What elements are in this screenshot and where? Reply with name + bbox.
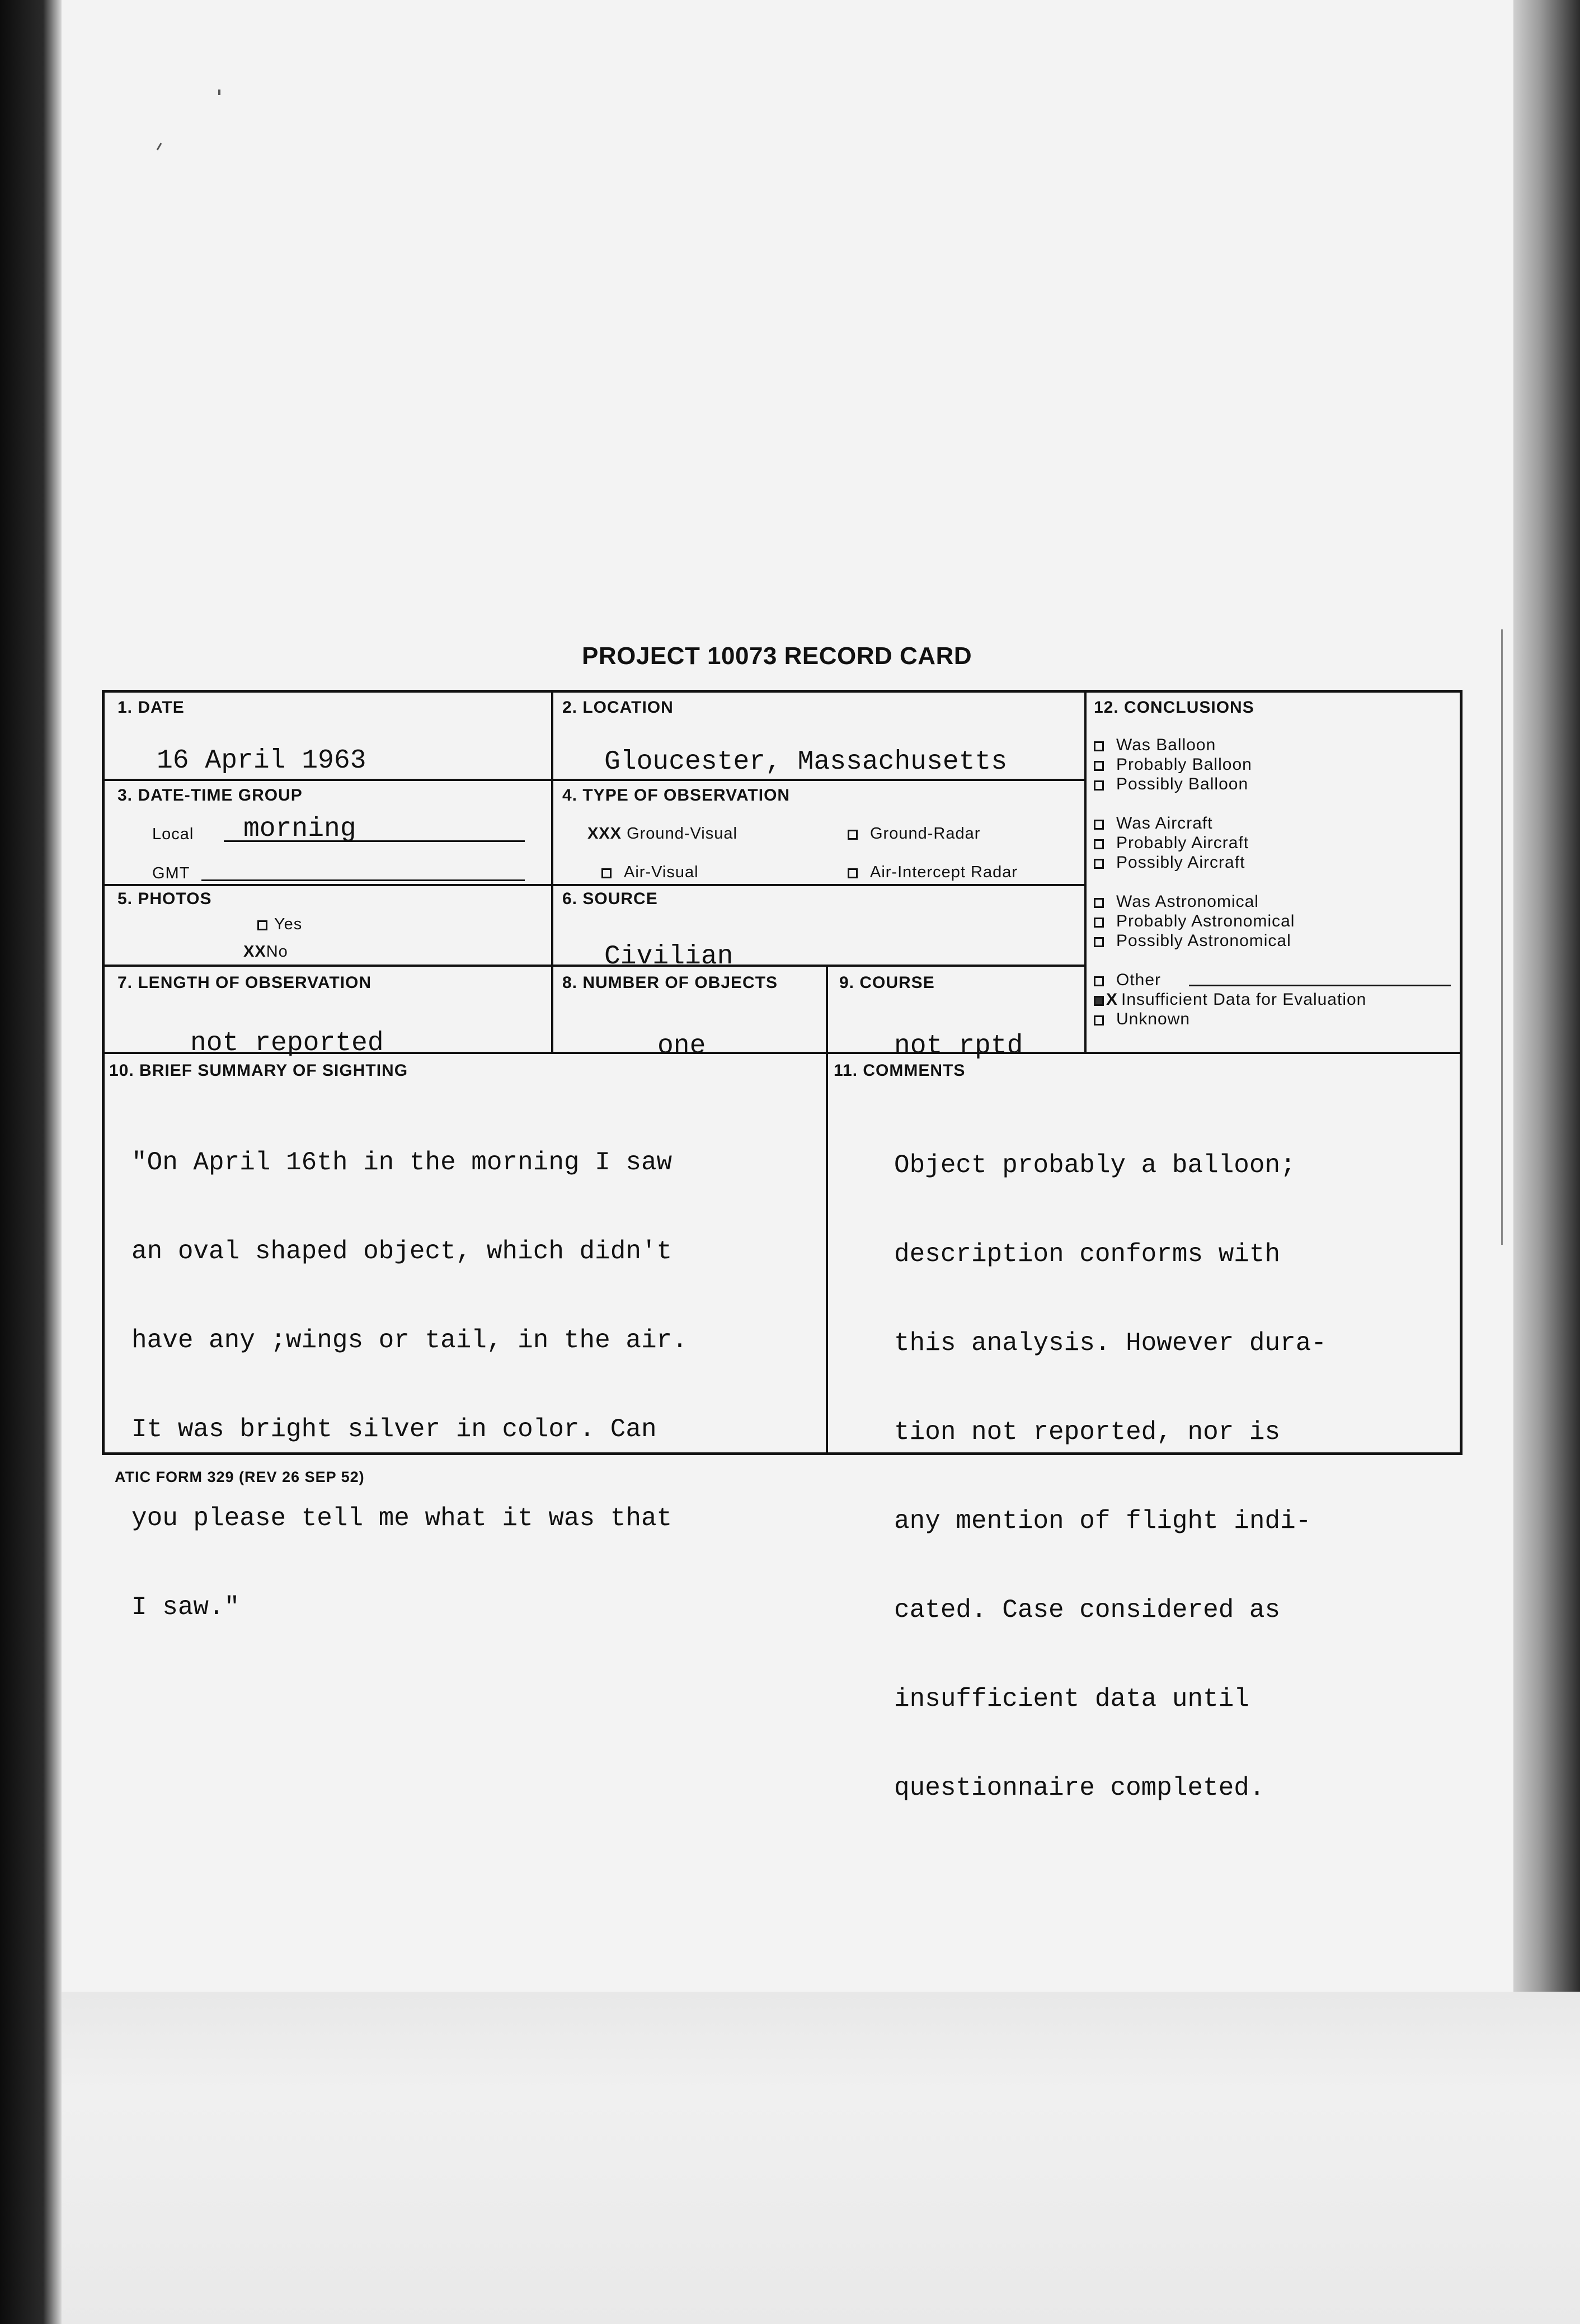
summary-line: I saw." bbox=[131, 1593, 240, 1622]
local-value: morning bbox=[243, 814, 356, 844]
paper-bottom bbox=[62, 1992, 1580, 2324]
divider bbox=[826, 965, 828, 1454]
ground-visual-option bbox=[587, 825, 737, 843]
date-label: 1. DATE bbox=[117, 698, 185, 717]
length-value: not reported bbox=[190, 1028, 384, 1058]
ground-visual-mark: XXX bbox=[587, 825, 622, 843]
length-label: 7. LENGTH OF OBSERVATION bbox=[117, 973, 372, 992]
conclusion-option bbox=[1094, 736, 1216, 755]
ground-radar-option bbox=[848, 825, 980, 843]
conclusion-text: Probably Astronomical bbox=[1116, 912, 1295, 930]
form-footer: ATIC FORM 329 (REV 26 SEP 52) bbox=[115, 1469, 365, 1485]
conclusions-label: 12. CONCLUSIONS bbox=[1094, 698, 1254, 717]
air-visual-option bbox=[601, 863, 699, 882]
card-title: PROJECT 10073 RECORD CARD bbox=[582, 642, 972, 670]
checkbox-icon bbox=[1094, 1015, 1104, 1025]
conclusion-option bbox=[1094, 932, 1291, 951]
air-visual-text: Air-Visual bbox=[624, 863, 699, 881]
conclusion-option bbox=[1094, 1010, 1190, 1029]
conclusion-text: Probably Aircraft bbox=[1116, 834, 1249, 852]
checkbox-icon bbox=[1094, 741, 1104, 751]
source-label: 6. SOURCE bbox=[562, 890, 658, 908]
summary-text bbox=[131, 1089, 688, 1652]
photos-yes-option bbox=[257, 915, 302, 934]
stray-mark bbox=[218, 90, 220, 95]
date-value: 16 April 1963 bbox=[157, 746, 366, 776]
air-intercept-text: Air-Intercept Radar bbox=[870, 863, 1018, 881]
gmt-underline bbox=[201, 879, 525, 881]
divider bbox=[104, 779, 1084, 781]
conclusion-text: Other bbox=[1116, 971, 1162, 989]
divider bbox=[1084, 692, 1087, 1054]
divider bbox=[104, 965, 1084, 967]
comments-label: 11. COMMENTS bbox=[834, 1061, 966, 1080]
ground-radar-text: Ground-Radar bbox=[870, 825, 981, 843]
summary-line: "On April 16th in the morning I saw bbox=[131, 1148, 673, 1177]
checkbox-icon bbox=[848, 830, 858, 840]
photos-label: 5. PHOTOS bbox=[117, 890, 212, 908]
conclusion-option bbox=[1094, 755, 1252, 774]
checkbox-icon bbox=[601, 868, 612, 878]
checkbox-icon bbox=[1094, 937, 1104, 947]
conclusion-text: Possibly Balloon bbox=[1116, 775, 1249, 793]
date-time-group-label: 3. DATE-TIME GROUP bbox=[117, 786, 303, 805]
checkbox-icon bbox=[1094, 839, 1104, 849]
checkbox-icon bbox=[1094, 859, 1104, 869]
source-value: Civilian bbox=[604, 942, 733, 972]
film-edge-right bbox=[1513, 0, 1580, 2324]
location-label: 2. LOCATION bbox=[562, 698, 674, 717]
conclusion-option bbox=[1094, 912, 1295, 931]
conclusion-option bbox=[1094, 971, 1161, 990]
conclusion-option bbox=[1094, 892, 1259, 911]
checkbox-icon bbox=[257, 920, 267, 930]
checked-box-icon bbox=[1094, 996, 1104, 1006]
photos-no-text: No bbox=[266, 943, 288, 961]
summary-line: you please tell me what it was that bbox=[131, 1504, 673, 1533]
course-label: 9. COURSE bbox=[839, 973, 935, 992]
comments-line: tion not reported, nor is bbox=[894, 1418, 1281, 1447]
conclusion-text: Was Aircraft bbox=[1116, 814, 1213, 832]
local-label: Local bbox=[152, 825, 194, 843]
film-edge-left bbox=[0, 0, 62, 2324]
comments-line: cated. Case considered as bbox=[894, 1596, 1281, 1625]
checkbox-icon bbox=[1094, 761, 1104, 771]
conclusion-option bbox=[1094, 814, 1213, 833]
scan-line bbox=[1501, 629, 1503, 1245]
checkbox-icon bbox=[1094, 820, 1104, 830]
photos-yes-text: Yes bbox=[274, 915, 303, 933]
comments-line: any mention of flight indi- bbox=[894, 1507, 1311, 1536]
summary-line: It was bright silver in color. Can bbox=[131, 1415, 657, 1444]
photos-no-option bbox=[243, 943, 288, 961]
gmt-label: GMT bbox=[152, 864, 190, 882]
conclusion-option bbox=[1094, 853, 1245, 872]
checkbox-icon bbox=[1094, 780, 1104, 791]
other-underline bbox=[1189, 985, 1451, 986]
type-of-observation-label: 4. TYPE OF OBSERVATION bbox=[562, 786, 791, 805]
course-value: not rptd bbox=[894, 1031, 1023, 1061]
divider bbox=[551, 692, 553, 1054]
divider bbox=[104, 884, 1084, 886]
air-intercept-option bbox=[848, 863, 1018, 882]
conclusion-option bbox=[1094, 834, 1249, 853]
conclusion-text: Was Balloon bbox=[1116, 736, 1216, 754]
location-value: Gloucester, Massachusetts bbox=[604, 747, 1008, 777]
conclusion-text: Possibly Aircraft bbox=[1116, 853, 1245, 872]
summary-line: an oval shaped object, which didn't bbox=[131, 1237, 673, 1266]
objects-value: one bbox=[657, 1031, 706, 1061]
conclusion-text: Probably Balloon bbox=[1116, 755, 1252, 774]
checkbox-icon bbox=[848, 868, 858, 878]
checkbox-icon bbox=[1094, 898, 1104, 908]
comments-text bbox=[894, 1092, 1327, 1833]
ground-visual-text: Ground-Visual bbox=[627, 825, 737, 843]
comments-line: Object probably a balloon; bbox=[894, 1151, 1296, 1180]
conclusion-text: Insufficient Data for Evaluation bbox=[1121, 990, 1367, 1009]
summary-label: 10. BRIEF SUMMARY OF SIGHTING bbox=[109, 1061, 408, 1080]
objects-label: 8. NUMBER OF OBJECTS bbox=[562, 973, 778, 992]
comments-line: description conforms with bbox=[894, 1240, 1281, 1269]
conclusion-text: Was Astronomical bbox=[1116, 892, 1259, 911]
comments-line: questionnaire completed. bbox=[894, 1773, 1265, 1803]
comments-line: this analysis. However dura- bbox=[894, 1329, 1327, 1358]
conclusion-option-selected bbox=[1094, 990, 1366, 1009]
conclusion-option bbox=[1094, 775, 1248, 794]
conclusion-text: Unknown bbox=[1116, 1010, 1191, 1028]
photos-no-mark: XX bbox=[243, 943, 266, 961]
checkbox-icon bbox=[1094, 918, 1104, 928]
conclusion-text: Possibly Astronomical bbox=[1116, 932, 1291, 950]
comments-line: insufficient data until bbox=[894, 1685, 1249, 1714]
summary-line: have any ;wings or tail, in the air. bbox=[131, 1326, 688, 1355]
checkbox-icon bbox=[1094, 976, 1104, 986]
insufficient-mark: X bbox=[1106, 990, 1118, 1009]
